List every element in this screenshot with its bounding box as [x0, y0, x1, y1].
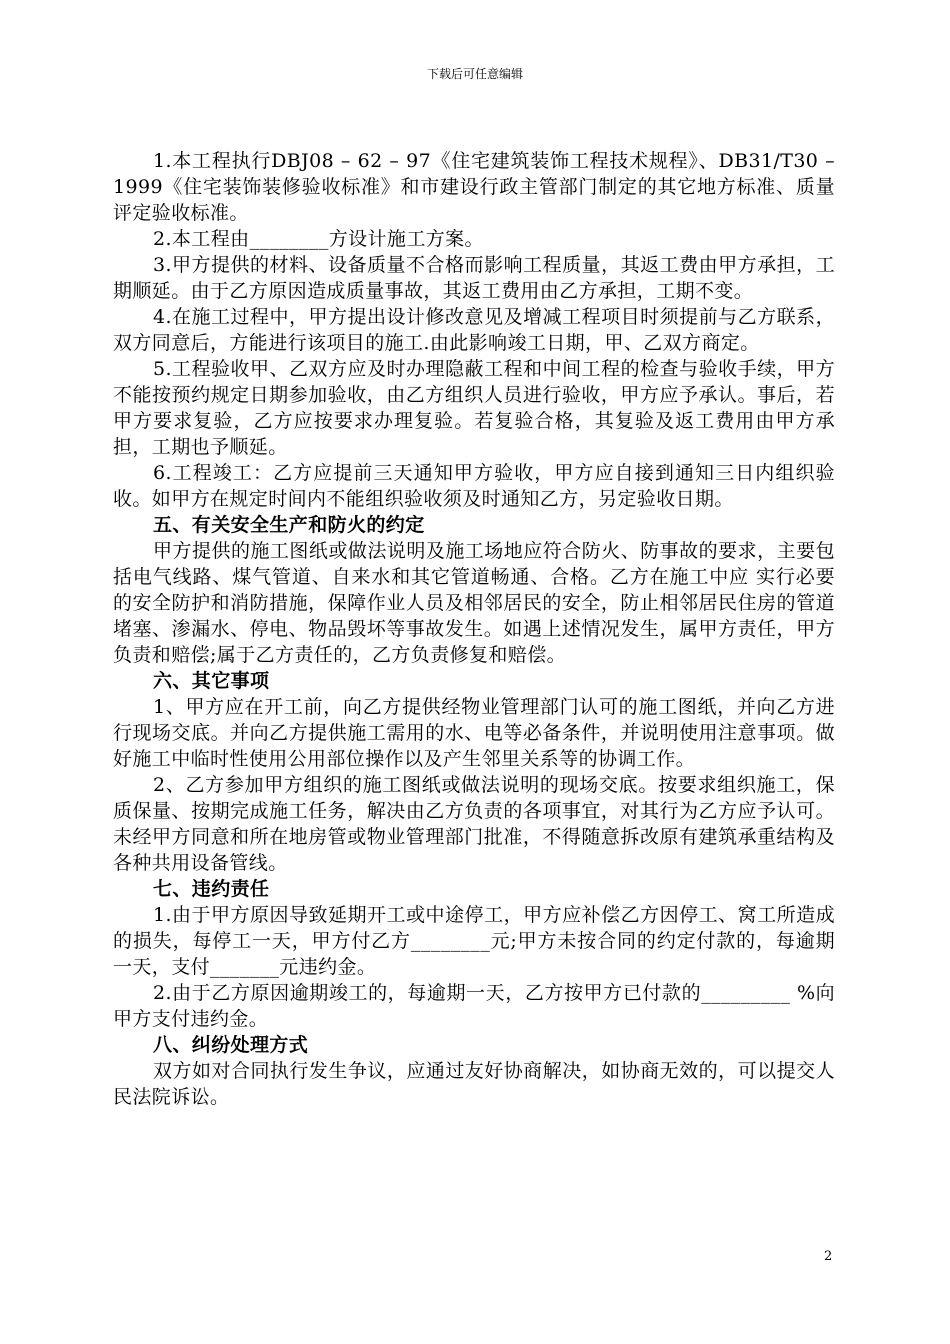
section-heading-breach: 七、违约责任 [153, 878, 270, 900]
clause-breach-1: 1.由于甲方原因导致延期开工或中途停工，甲方应补偿乙方因停工、窝工所造成的损失，每停工一天，甲方付乙方________元;甲方未按合同的约定付款的，每逾期一天，支付_______元违约金。 [113, 904, 835, 978]
clause-completion: 6.工程竣工：乙方应提前三天通知甲方验收，甲方应自接到通知三日内组织验收。如甲方在规定时间内不能组织验收须及时通知乙方，另定验收日期。 [113, 462, 835, 510]
clause-standards: 1.本工程执行DBJ08 – 62 – 97《住宅建筑装饰工程技术规程》、DB31/T30 –1999《住宅装饰装修验收标准》和市建设行政主管部门制定的其它地方标准、质量评定验收标准。 [113, 150, 835, 224]
clause-safety: 甲方提供的施工图纸或做法说明及施工场地应符合防火、防事故的要求，主要包括电气线路、煤气管道、自来水和其它管道畅通、合格。乙方在施工中应 实行必要的安全防护和消防措施，保障作业人员及相邻居民的安全，防止相邻居民住房的管道堵塞、渗漏水、停电、物品毁坏等事故发生。如遇上述情况发生，属甲方责任，甲方负责和赔偿;属于乙方责任的，乙方负责修复和赔偿。 [113, 540, 835, 666]
clause-other-2: 2、乙方参加甲方组织的施工图纸或做法说明的现场交底。按要求组织施工，保质保量、按期完成施工任务，解决由乙方负责的各项事宜，对其行为乙方应予认可。未经甲方同意和所在地房管或物业管理部门批准，不得随意拆改原有建筑承重结构及各种共用设备管线。 [113, 774, 835, 874]
section-heading-safety: 五、有关安全生产和防火的约定 [153, 514, 425, 536]
page-number: 2 [824, 1249, 833, 1264]
clause-acceptance: 5.工程验收甲、乙双方应及时办理隐蔽工程和中间工程的检查与验收手续，甲方不能按预约规定日期参加验收，由乙方组织人员进行验收，甲方应予承认。事后，若甲方要求复验，乙方应按要求办理复验。若复验合格，其复验及返工费用由甲方承担，工期也予顺延。 [113, 358, 835, 458]
clause-design-changes: 4.在施工过程中，甲方提出设计修改意见及增减工程项目时须提前与乙方联系，双方同意后，方能进行该项目的施工.由此影响竣工日期，甲、乙双方商定。 [113, 306, 835, 354]
page-header: 下载后可任意编辑 [426, 67, 523, 81]
clause-dispute: 双方如对合同执行发生争议，应通过友好协商解决，如协商无效的，可以提交人民法院诉讼。 [113, 1060, 835, 1108]
clause-design-party: 2.本工程由________方设计施工方案。 [153, 228, 484, 250]
document-body [113, 148, 835, 1110]
clause-breach-2: 2.由于乙方原因逾期竣工的，每逾期一天，乙方按甲方已付款的_________ %向甲方支付违约金。 [113, 982, 835, 1030]
clause-other-1: 1、甲方应在开工前，向乙方提供经物业管理部门认可的施工图纸，并向乙方进行现场交底。并向乙方提供施工需用的水、电等必备条件，并说明使用注意事项。做好施工中临时性使用公用部位操作以及产生邻里关系等的协调工作。 [113, 696, 835, 770]
clause-material-quality: 3.甲方提供的材料、设备质量不合格而影响工程质量，其返工费由甲方承担，工期顺延。由于乙方原因造成质量事故，其返工费用由乙方承担，工期不变。 [113, 254, 835, 302]
section-heading-other: 六、其它事项 [153, 670, 270, 692]
section-heading-dispute: 八、纠纷处理方式 [153, 1034, 309, 1056]
